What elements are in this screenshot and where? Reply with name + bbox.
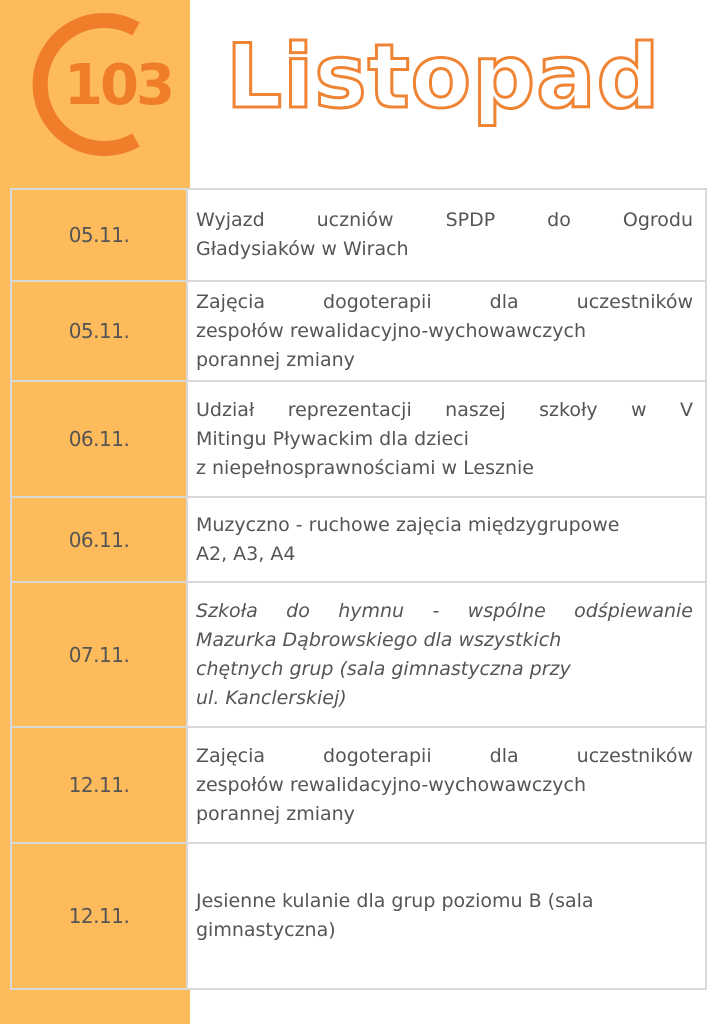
description-line: Jesienne kulanie dla grup poziomu B (sala (196, 890, 594, 912)
description-line: zespołów rewalidacyjno-wychowawczych (196, 319, 586, 342)
table-row (11, 189, 706, 281)
description-line: zespołów rewalidacyjno-wychowawczych (196, 773, 586, 796)
description-line: porannej zmiany (196, 348, 355, 371)
description-line: porannej zmiany (196, 802, 355, 825)
table-row (11, 497, 706, 582)
description-line: Gładysiaków w Wirach (196, 238, 409, 260)
table-row (11, 582, 706, 727)
event-date: 06.11. (11, 381, 187, 497)
description-line: A2, A3, A4 (196, 542, 296, 565)
event-description (187, 381, 706, 497)
table-row (11, 381, 706, 497)
description-line: Zajęcia dogoterapii dla uczestników (196, 744, 693, 767)
description-line: Szkoła do hymnu - wspólne odśpiewanie (196, 599, 693, 622)
description-line: Mitingu Pływackim dla dzieci (196, 427, 469, 450)
event-description (187, 281, 706, 381)
event-date: 07.11. (11, 582, 187, 727)
month-title: Listopad (226, 25, 661, 128)
event-date: 12.11. (11, 727, 187, 843)
logo-number: 103 (64, 53, 172, 118)
table-row (11, 281, 706, 381)
schedule-table (10, 188, 707, 990)
description-line: z niepełnosprawnościami w Lesznie (196, 456, 534, 479)
event-description (187, 189, 706, 281)
event-date: 05.11. (11, 189, 187, 281)
description-line: Udział reprezentacji naszej szkoły w V (196, 398, 693, 421)
event-date: 06.11. (11, 497, 187, 582)
description-line: ul. Kanclerskiej) (196, 686, 347, 709)
table-row (11, 843, 706, 989)
table-row (11, 727, 706, 843)
description-line: Mazurka Dąbrowskiego dla wszystkich (196, 628, 562, 651)
event-description (187, 843, 706, 989)
description-line: Wyjazd uczniów SPDP do Ogrodu (196, 209, 693, 231)
description-line: chętnych grup (sala gimnastyczna przy (196, 657, 571, 680)
event-date: 05.11. (11, 281, 187, 381)
description-line: Zajęcia dogoterapii dla uczestników (196, 290, 693, 313)
description-line: Muzyczno - ruchowe zajęcia międzygrupowe (196, 513, 620, 536)
event-description (187, 582, 706, 727)
logo-103 (18, 12, 188, 157)
description-line: gimnastyczna) (196, 919, 336, 941)
event-description (187, 727, 706, 843)
event-description (187, 497, 706, 582)
event-date: 12.11. (11, 843, 187, 989)
